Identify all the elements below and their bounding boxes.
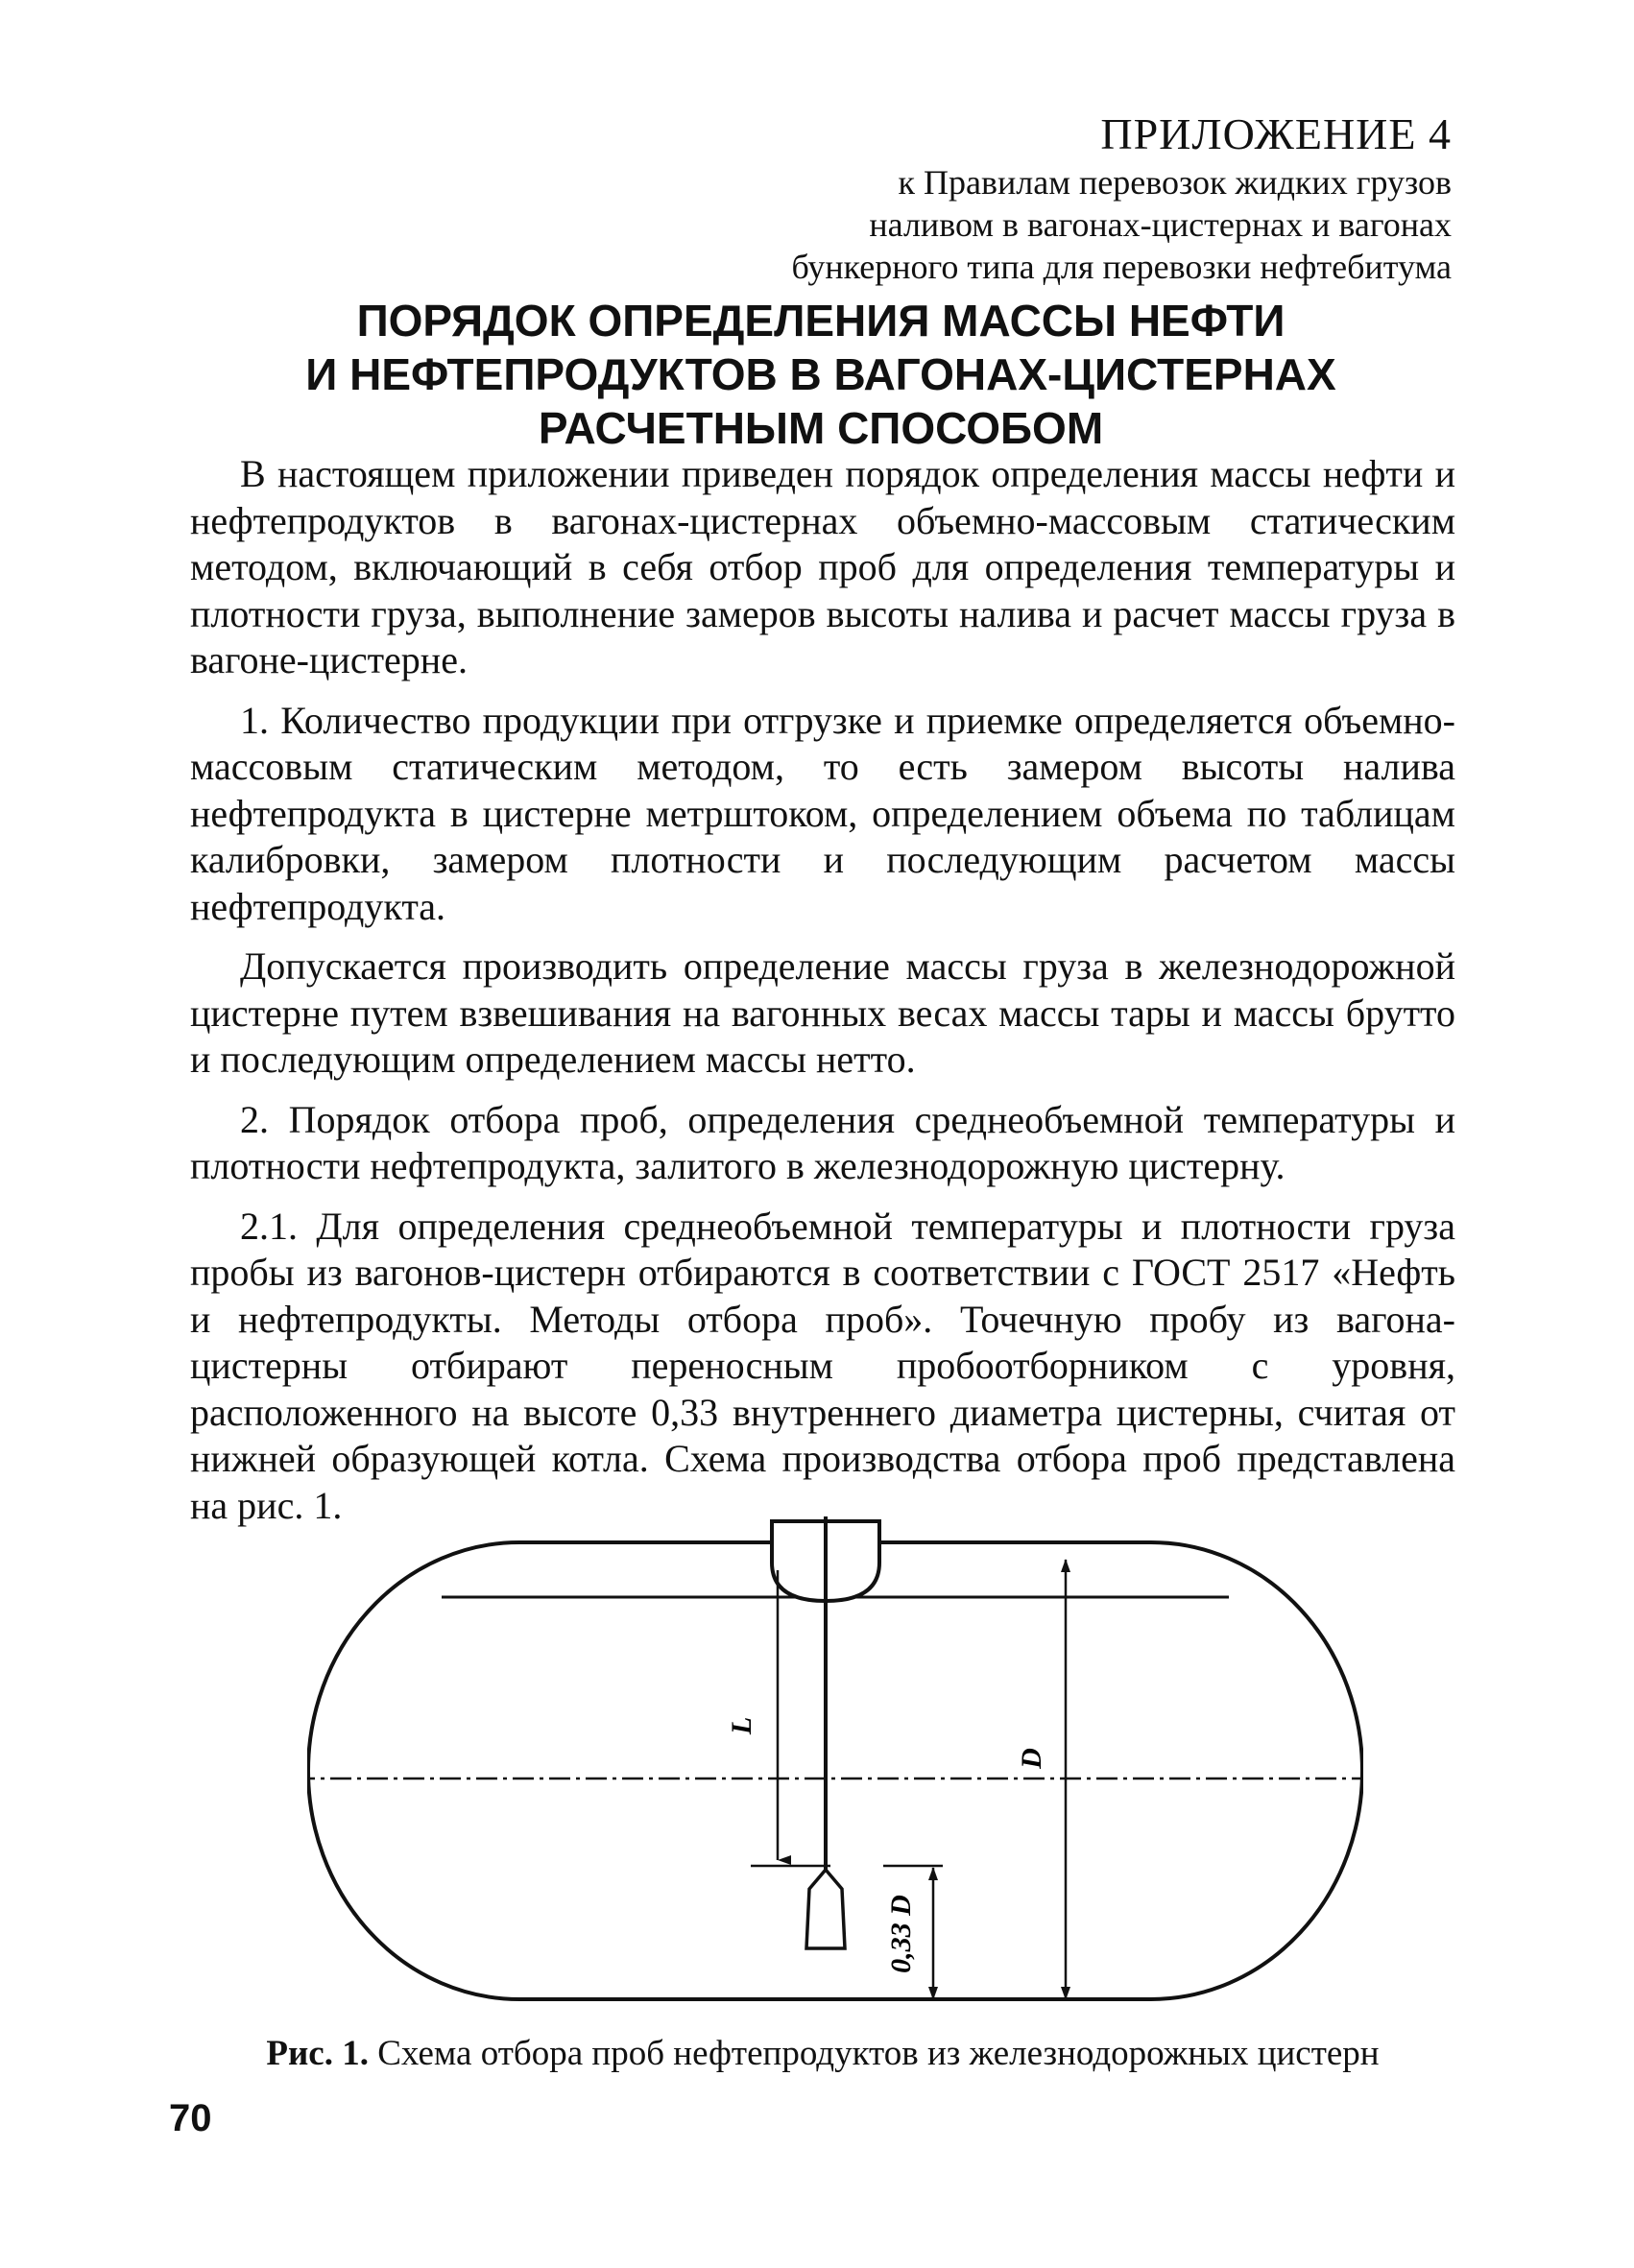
caption-text: Схема отбора проб нефтепродуктов из железнодорожных цистерн (377, 2034, 1380, 2073)
d-dimension-label: D (1016, 1748, 1047, 1769)
document-title (182, 294, 1459, 455)
appendix-title: ПРИЛОЖЕНИЕ 4 (1100, 109, 1452, 158)
caption-prefix: Рис. 1. (266, 2034, 369, 2073)
body-text (190, 451, 1455, 1542)
d-arrow-top (1061, 1559, 1070, 1572)
appendix-header (791, 107, 1452, 288)
figure-caption (190, 2033, 1455, 2075)
appendix-subtitle-line: наливом в вагонах-цистернах и вагонах (869, 205, 1452, 244)
paragraph-1-note: Допускается производить определение массы груза в железнодорожной цистерне путем взвешивания на вагонных весах массы тары и массы брутто и последующим определением массы нетто. (190, 944, 1455, 1081)
appendix-subtitle-line: к Правилам перевозок жидких грузов (898, 163, 1452, 202)
h-arrow-top (928, 1867, 938, 1880)
appendix-subtitle-line: бункерного типа для перевозки нефтебитума (791, 248, 1452, 286)
title-line: И НЕФТЕПРОДУКТОВ В ВАГОНАХ-ЦИСТЕРНАХ (305, 349, 1336, 399)
paragraph-1: 1. Количество продукции при отгрузке и приемке определяется объемно-массовым статическим методом, то есть замером высоты налива нефтепродукта в цистерне метрштоком, определением объема по таблицам калибровки, замером плотности и последующим расчетом массы нефтепродукта. (190, 698, 1455, 928)
l-dimension-label: L (726, 1716, 757, 1735)
page-number: 70 (169, 2097, 212, 2139)
paragraph-intro: В настоящем приложении приведен порядок определения массы нефти и нефтепродуктов в вагонах-цистернах объемно-массовым статическим методом, включающий в себя отбор проб для определения температуры и плотности груза, выполнение замеров высоты налива и расчет массы груза в вагоне-цистерне. (190, 452, 1455, 681)
sampler-bottle (806, 1870, 845, 1948)
h-dimension-label: 0,33 D (885, 1895, 917, 1973)
tank-diagram-svg (307, 1516, 1363, 2016)
figure-tank-diagram (307, 1516, 1363, 2016)
title-line: ПОРЯДОК ОПРЕДЕЛЕНИЯ МАССЫ НЕФТИ (356, 296, 1286, 346)
paragraph-2: 2. Порядок отбора проб, определения среднеобъемной температуры и плотности нефтепродукта, залитого в железнодорожную цистерну. (190, 1097, 1455, 1187)
paragraph-2-1: 2.1. Для определения среднеобъемной температуры и плотности груза пробы из вагонов-цистерн отбираются в соответствии с ГОСТ 2517 «Нефть и нефтепродукты. Методы отбора проб». Точечную пробу из вагона-цистерны отбирают переносным пробоотборником с уровня, расположенного на высоте 0,33 внутреннего диаметра цистерны, считая от нижней образующей котла. Схема производства отбора проб представлена на рис. 1. (190, 1204, 1455, 1527)
title-line: РАСЧЕТНЫМ СПОСОБОМ (538, 403, 1104, 453)
